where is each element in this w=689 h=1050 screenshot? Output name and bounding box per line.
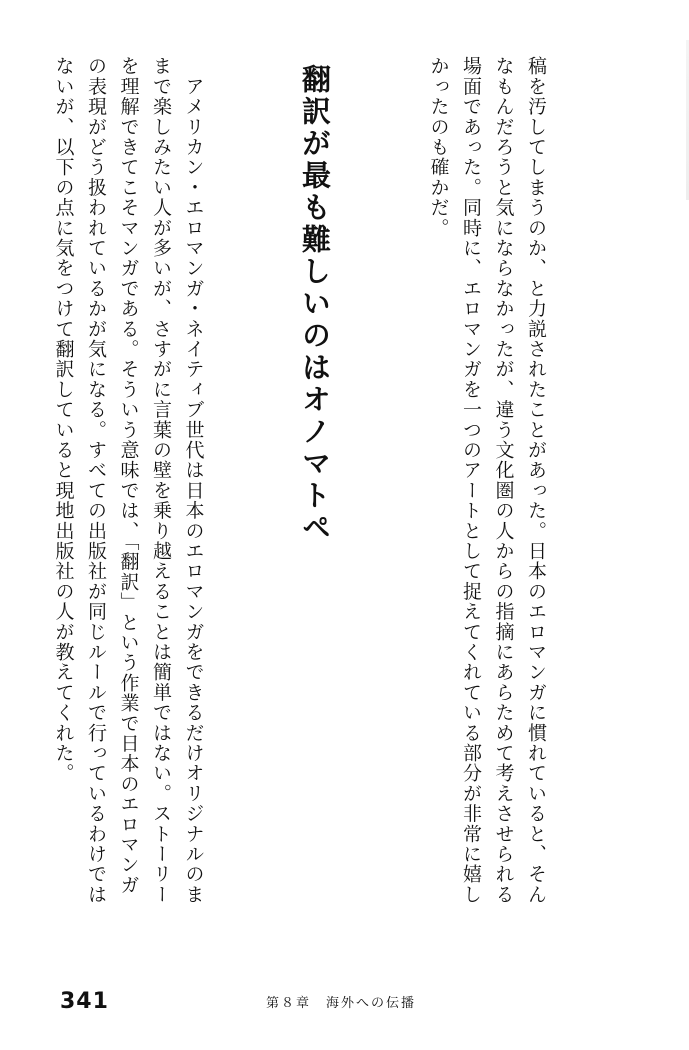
body-paragraph-2 [47, 56, 210, 906]
body-paragraph-1: 稿を汚してしまうのか、と力説されたことがあった。日本のエロマンガに慣れていると、そんなもんだろうと気にならなかったが、違う文化圏の人からの指摘にあらためて考えさせられる場面であった。同時に、エロマンガを一つのアートとして捉えてくれている部分が非常に嬉しかったのも確かだ。 [427, 56, 547, 905]
page-number: 341 [60, 988, 109, 1014]
vertical-text-body [52, 56, 617, 906]
page-footer [60, 986, 620, 1016]
running-chapter-title: 第８章 海外への伝播 [266, 995, 417, 1011]
body-paragraph-2-text: アメリカン・エロマンガ・ネイティブ世代は日本のエロマンガをできるだけオリジナルのままで楽しみたい人が多いが、さすがに言葉の壁を乗り越えることは簡単ではない。ストーリーを理解できてこそマンガである。そういう意味では、「翻訳」という作業で日本のエロマンガの表現がどう扱われているかが気になる。すべての出版社が同じルールで行っているわけではないが、以下の点に気をつけて翻訳していると現地出版社の人が教えてくれた。 [52, 56, 205, 905]
section-heading: 翻訳が最も難しいのはオノマトペ [298, 64, 332, 544]
